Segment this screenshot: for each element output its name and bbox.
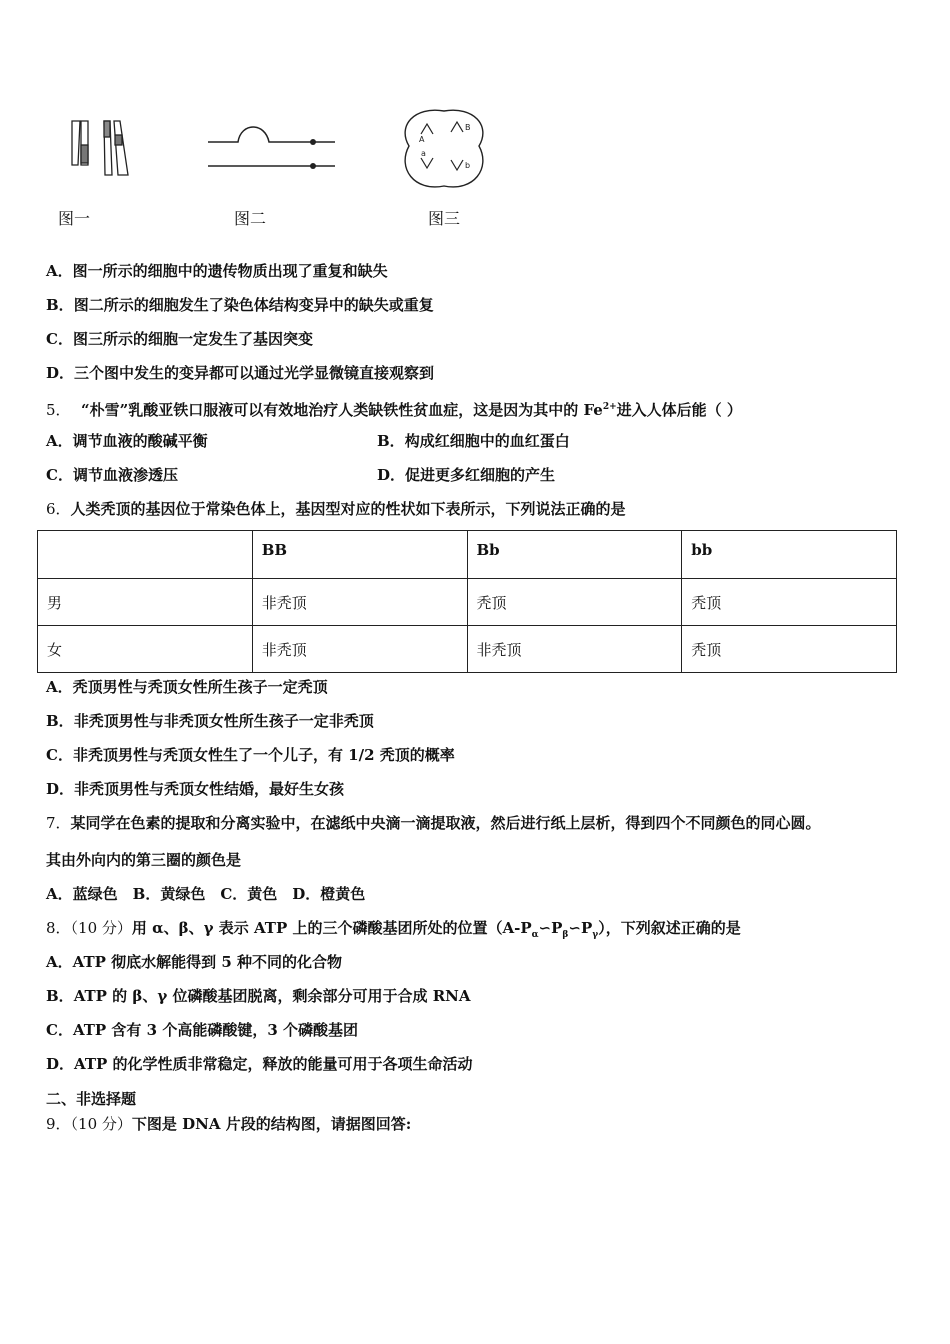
label-A: A <box>419 135 425 144</box>
label-b: b <box>465 161 471 170</box>
q6-option-d[interactable]: D．非秃顶男性与秃顶女性结婚，最好生女孩 <box>46 780 345 798</box>
q5-option-c[interactable]: C．调节血液渗透压 <box>46 466 178 484</box>
q8-stem: 8．（10 分）用 α、β、γ 表示 ATP 上的三个磷酸基团所处的位置$(A-P_\alpha∽P_\beta∽P_\gamma)$，下列叙述正确的是 <box>46 919 741 940</box>
q8-option-a[interactable]: A．ATP 彻底水解能得到 5 种不同的化合物 <box>46 953 343 971</box>
q6-option-a[interactable]: A．秃顶男性与秃顶女性所生孩子一定秃顶 <box>46 678 328 696</box>
q8-option-d[interactable]: D．ATP 的化学性质非常稳定，释放的能量可用于各项生命活动 <box>46 1055 473 1073</box>
table-cell: 秃顶 <box>682 626 897 673</box>
section-heading: 二、非选择题 <box>46 1090 137 1108</box>
q6-option-c[interactable]: C．非秃顶男性与秃顶女性生了一个儿子，有 1/2 秃顶的概率 <box>46 746 455 764</box>
q8-option-b[interactable]: B．ATP 的 β、γ 位磷酸基团脱离，剩余部分可用于合成 RNA <box>46 987 471 1005</box>
q6-option-b[interactable]: B．非秃顶男性与非秃顶女性所生孩子一定非秃顶 <box>46 712 374 730</box>
q7-options[interactable]: A．蓝绿色 B．黄绿色 C．黄色 D．橙黄色 <box>46 885 366 903</box>
q4-option-b[interactable]: B．图二所示的细胞发生了染色体结构变异中的缺失或重复 <box>46 296 434 314</box>
q6-genotype-table <box>37 530 897 673</box>
label-a: a <box>421 149 426 158</box>
figure-1-chromosomes <box>68 115 134 181</box>
q5-option-b[interactable]: B．构成红细胞中的血红蛋白 <box>377 432 570 450</box>
q9-stem: 9．（10 分）下图是 DNA 片段的结构图，请据图回答: <box>46 1115 412 1133</box>
q5-option-a[interactable]: A．调节血液的酸碱平衡 <box>46 432 208 450</box>
q8-option-c[interactable]: C．ATP 含有 3 个高能磷酸键，3 个磷酸基团 <box>46 1021 358 1039</box>
table-row <box>38 626 897 673</box>
figure-3-caption: 图三 <box>428 209 461 228</box>
figure-3-dividing-cell <box>399 106 489 192</box>
q4-option-d[interactable]: D．三个图中发生的变异都可以通过光学显微镜直接观察到 <box>46 364 435 382</box>
table-cell: bb <box>682 531 897 579</box>
q7-stem-line1: 7．某同学在色素的提取和分离实验中，在滤纸中央滴一滴提取液，然后进行纸上层析，得到四个不同颜色的同心圆。 <box>46 814 821 832</box>
table-cell: BB <box>252 531 467 579</box>
table-cell <box>38 531 253 579</box>
q4-option-a[interactable]: A．图一所示的细胞中的遗传物质出现了重复和缺失 <box>46 262 388 280</box>
q6-stem: 6．人类秃顶的基因位于常染色体上，基因型对应的性状如下表所示，下列说法正确的是 <box>46 500 626 518</box>
table-cell: 非秃顶 <box>467 626 682 673</box>
table-cell: 男 <box>38 579 253 626</box>
figure-1-caption: 图一 <box>58 209 91 228</box>
label-B: B <box>465 123 471 132</box>
table-cell: 非秃顶 <box>252 626 467 673</box>
table-cell: Bb <box>467 531 682 579</box>
table-cell: 非秃顶 <box>252 579 467 626</box>
table-header-row <box>38 531 897 579</box>
q7-stem-line2: 其由外向内的第三圈的颜色是 <box>46 851 242 869</box>
q5-option-d[interactable]: D．促进更多红细胞的产生 <box>377 466 556 484</box>
table-cell: 秃顶 <box>682 579 897 626</box>
q5-stem: 5． “朴雪”乳酸亚铁口服液可以有效地治疗人类缺铁性贫血症，这是因为其中的 $Fe^{2+}$进入人体后能（ ） <box>46 401 742 419</box>
table-cell: 秃顶 <box>467 579 682 626</box>
table-cell: 女 <box>38 626 253 673</box>
figure-2-chromosome-pairing <box>205 118 340 174</box>
table-row <box>38 579 897 626</box>
figure-2-caption: 图二 <box>234 209 267 228</box>
q4-option-c[interactable]: C．图三所示的细胞一定发生了基因突变 <box>46 330 313 348</box>
